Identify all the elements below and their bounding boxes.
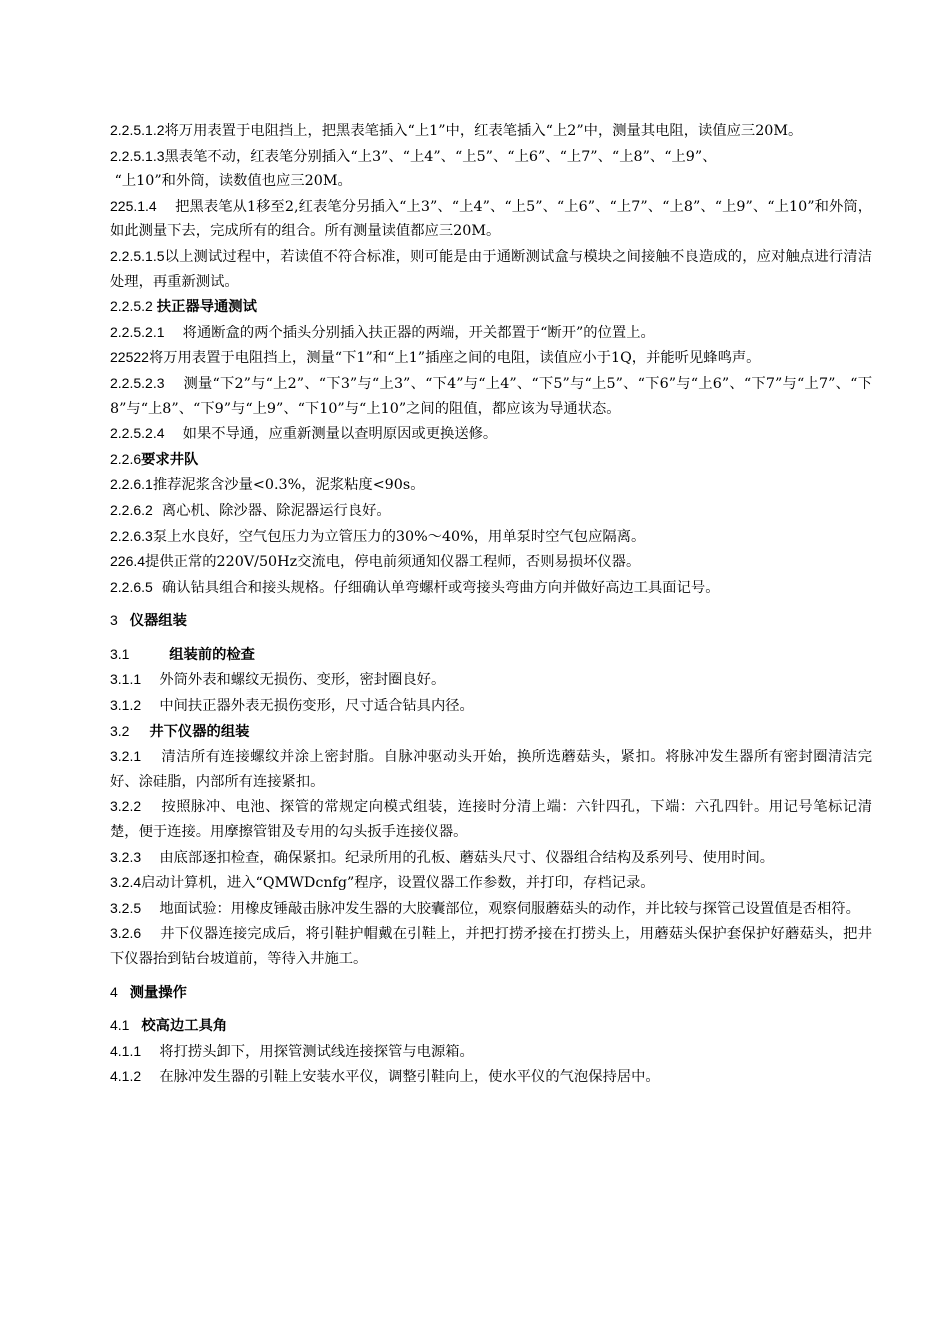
section-number: 2.2.6.2 (110, 501, 153, 518)
paragraph (110, 498, 872, 524)
heading-text: 校高边工具角 (129, 1018, 228, 1035)
paragraph (110, 921, 872, 971)
section-number: 4.1 (110, 1017, 130, 1034)
paragraph-text: 将万用表置于电阻挡上，测量“下1”和“上1”插座之间的电阻，读值应小于1Q，并能听见蜂鸣声。 (148, 350, 761, 367)
section-number: 225.1.4 (110, 197, 157, 214)
paragraph-text: 确认钻具组合和接头规格。仔细确认单弯螺杆或弯接头弯曲方向并做好高边工具面记号。 (152, 579, 720, 596)
document-body (110, 118, 872, 1090)
paragraph-text: 提供正常的220V/50Hz交流电，停电前须通知仪器工程师，否则易损坏仪器。 (145, 554, 641, 571)
paragraph (110, 744, 872, 794)
section-number: 3.2.3 (110, 848, 142, 865)
paragraph (110, 667, 872, 693)
section-number: 3.1 (110, 645, 130, 662)
section-number: 3.2.6 (110, 925, 142, 942)
section-number: 3.2.4 (110, 874, 142, 891)
section-number: 3.2.2 (110, 798, 142, 815)
paragraph (110, 1064, 872, 1090)
section-heading (110, 642, 872, 668)
section-number: 3.2.1 (110, 748, 142, 765)
paragraph (110, 693, 872, 719)
section-number: 2.2.5.2 (110, 298, 153, 315)
paragraph (110, 472, 872, 498)
section-number: 2.2.5.2.3 (110, 374, 165, 391)
section-number: 3.1.2 (110, 697, 142, 714)
section-number: 2.2.6.5 (110, 578, 153, 595)
heading-text: 仪器组装 (117, 613, 187, 630)
section-number: 2.2.6.3 (110, 527, 153, 544)
section-heading (110, 294, 872, 320)
section-number: 2.2.5.2.4 (110, 425, 165, 442)
section-number: 2.2.5.1.3 (110, 147, 165, 164)
paragraph-text: 测量“下2”与“上2”、“下3”与“上3”、“下4”与“上4”、“下5”与“上5”、“下6”与“上6”、“下7”与“上7”、“下8”与“上8”、“下9”与“上9”、“下10”与“上10”之间的阻值，都应该为导通状态。 (110, 375, 872, 417)
paragraph-text: 推荐泥浆含沙量<0.3%，泥浆粘度<90s。 (152, 477, 425, 494)
paragraph-text: 将万用表置于电阻挡上，把黑表笔插入“上1”中，红表笔插入“上2”中，测量其电阻，读值应三20M。 (164, 123, 803, 139)
paragraph (110, 194, 872, 244)
section-number: 2.2.6.1 (110, 476, 153, 493)
section-number: 3 (110, 612, 118, 629)
paragraph (110, 845, 872, 871)
heading-text: 井下仪器的组装 (129, 723, 250, 740)
paragraph-text: “上10”和外筒，读数值也应三20M。 (110, 173, 352, 190)
paragraph (110, 549, 872, 575)
paragraph (110, 421, 872, 447)
paragraph-text: 泵上水良好，空气包压力为立管压力的30%〜40%，用单泵时空气包应隔离。 (152, 528, 646, 545)
section-heading (110, 608, 872, 634)
paragraph (110, 896, 872, 922)
paragraph-text: 离心机、除沙器、除泥器运行良好。 (152, 502, 391, 519)
paragraph (110, 118, 872, 144)
paragraph (110, 524, 872, 550)
paragraph (110, 169, 872, 194)
paragraph-text: 中间扶正器外表无损伤变形，尺寸适合钻具内径。 (141, 698, 474, 715)
paragraph-text: 如果不导通，应重新测量以查明原因或更换送修。 (164, 426, 498, 443)
paragraph-text: 把黑表笔从1移至2,红表笔分另插入“上3”、“上4”、“上5”、“上6”、“上7”、“上8”、“上9”、“上10”和外筒，如此测量下去，完成所有的组合。所有测量读值都应三20M。 (110, 198, 872, 240)
paragraph (110, 794, 872, 844)
paragraph-text: 由底部逐扣检查，确保紧扣。纪录所用的孔板、蘑菇头尺寸、仪器组合结构及系列号、使用时间。 (141, 849, 775, 866)
paragraph-text: 按照脉冲、电池、探管的常规定向模式组装，连接时分清上端：六针四孔，下端：六孔四针。用记号笔标记清楚，便于连接。用摩擦管钳及专用的勾头扳手连接仪器。 (110, 799, 872, 841)
section-number: 2.2.6 (110, 450, 142, 467)
section-heading (110, 1013, 872, 1039)
heading-text: 要求井队 (141, 451, 199, 468)
paragraph (110, 244, 872, 294)
section-number: 3.2.5 (110, 899, 142, 916)
paragraph-text: 将打捞头卸下，用探管测试线连接探管与电源箱。 (141, 1043, 474, 1060)
section-number: 4 (110, 983, 118, 1000)
heading-text: 组装前的检查 (129, 646, 255, 663)
paragraph-text: 地面试验：用橡皮锤敲击脉冲发生器的大胶囊部位，观察伺服蘑菇头的动作，并比较与探管己设置值是否相符。 (141, 900, 860, 917)
paragraph-text: 在脉冲发生器的引鞋上安装水平仪，调整引鞋向上，使水平仪的气泡保持居中。 (141, 1069, 660, 1086)
paragraph (110, 1039, 872, 1065)
paragraph (110, 575, 872, 601)
paragraph-text: 将通断盒的两个插头分别插入扶正器的两端，开关都置于“断开”的位置上。 (164, 324, 655, 341)
section-heading (110, 719, 872, 745)
section-number: 2.2.5.1.2 (110, 122, 165, 138)
paragraph-text: 井下仪器连接完成后，将引鞋护帽戴在引鞋上，并把打捞矛接在打捞头上，用蘑菇头保护套保护好蘑菇头，把井下仪器抬到钻台坡道前，等待入井施工。 (110, 926, 872, 967)
section-number: 2.2.5.1.5 (110, 247, 165, 264)
section-number: 4.1.1 (110, 1042, 142, 1059)
heading-text: 扶正器导通测试 (152, 299, 257, 316)
section-number: 226.4 (110, 553, 146, 570)
paragraph-text: 启动计算机，进入“QMWDcnfg”程序，设置仪器工作参数，并打印，存档记录。 (141, 875, 655, 892)
paragraph-text: 黑表笔不动，红表笔分别插入“上3”、“上4”、“上5”、“上6”、“上7”、“上8”、“上9”、 (164, 148, 717, 165)
section-heading (110, 980, 872, 1006)
paragraph-text: 以上测试过程中，若读值不符合标准，则可能是由于通断测试盒与模块之间接触不良造成的，应对触点进行清洁处理，再重新测试。 (110, 248, 872, 290)
heading-text: 测量操作 (117, 984, 187, 1001)
paragraph-text: 清洁所有连接螺纹并涂上密封脂。自脉冲驱动头开始，换所选蘑菇头，紧扣。将脉冲发生器所有密封圈清洁完好、涂硅脂，内部所有连接紧扣。 (110, 749, 872, 790)
paragraph (110, 320, 872, 346)
section-number: 3.2 (110, 722, 130, 739)
section-number: 4.1.2 (110, 1068, 142, 1085)
section-number: 22522 (110, 349, 149, 366)
paragraph (110, 371, 872, 421)
paragraph (110, 144, 872, 170)
paragraph (110, 345, 872, 371)
paragraph (110, 870, 872, 896)
section-heading (110, 447, 872, 473)
paragraph-text: 外筒外表和螺纹无损伤、变形，密封圈良好。 (141, 672, 446, 689)
section-number: 2.2.5.2.1 (110, 323, 165, 340)
section-number: 3.1.1 (110, 671, 142, 688)
